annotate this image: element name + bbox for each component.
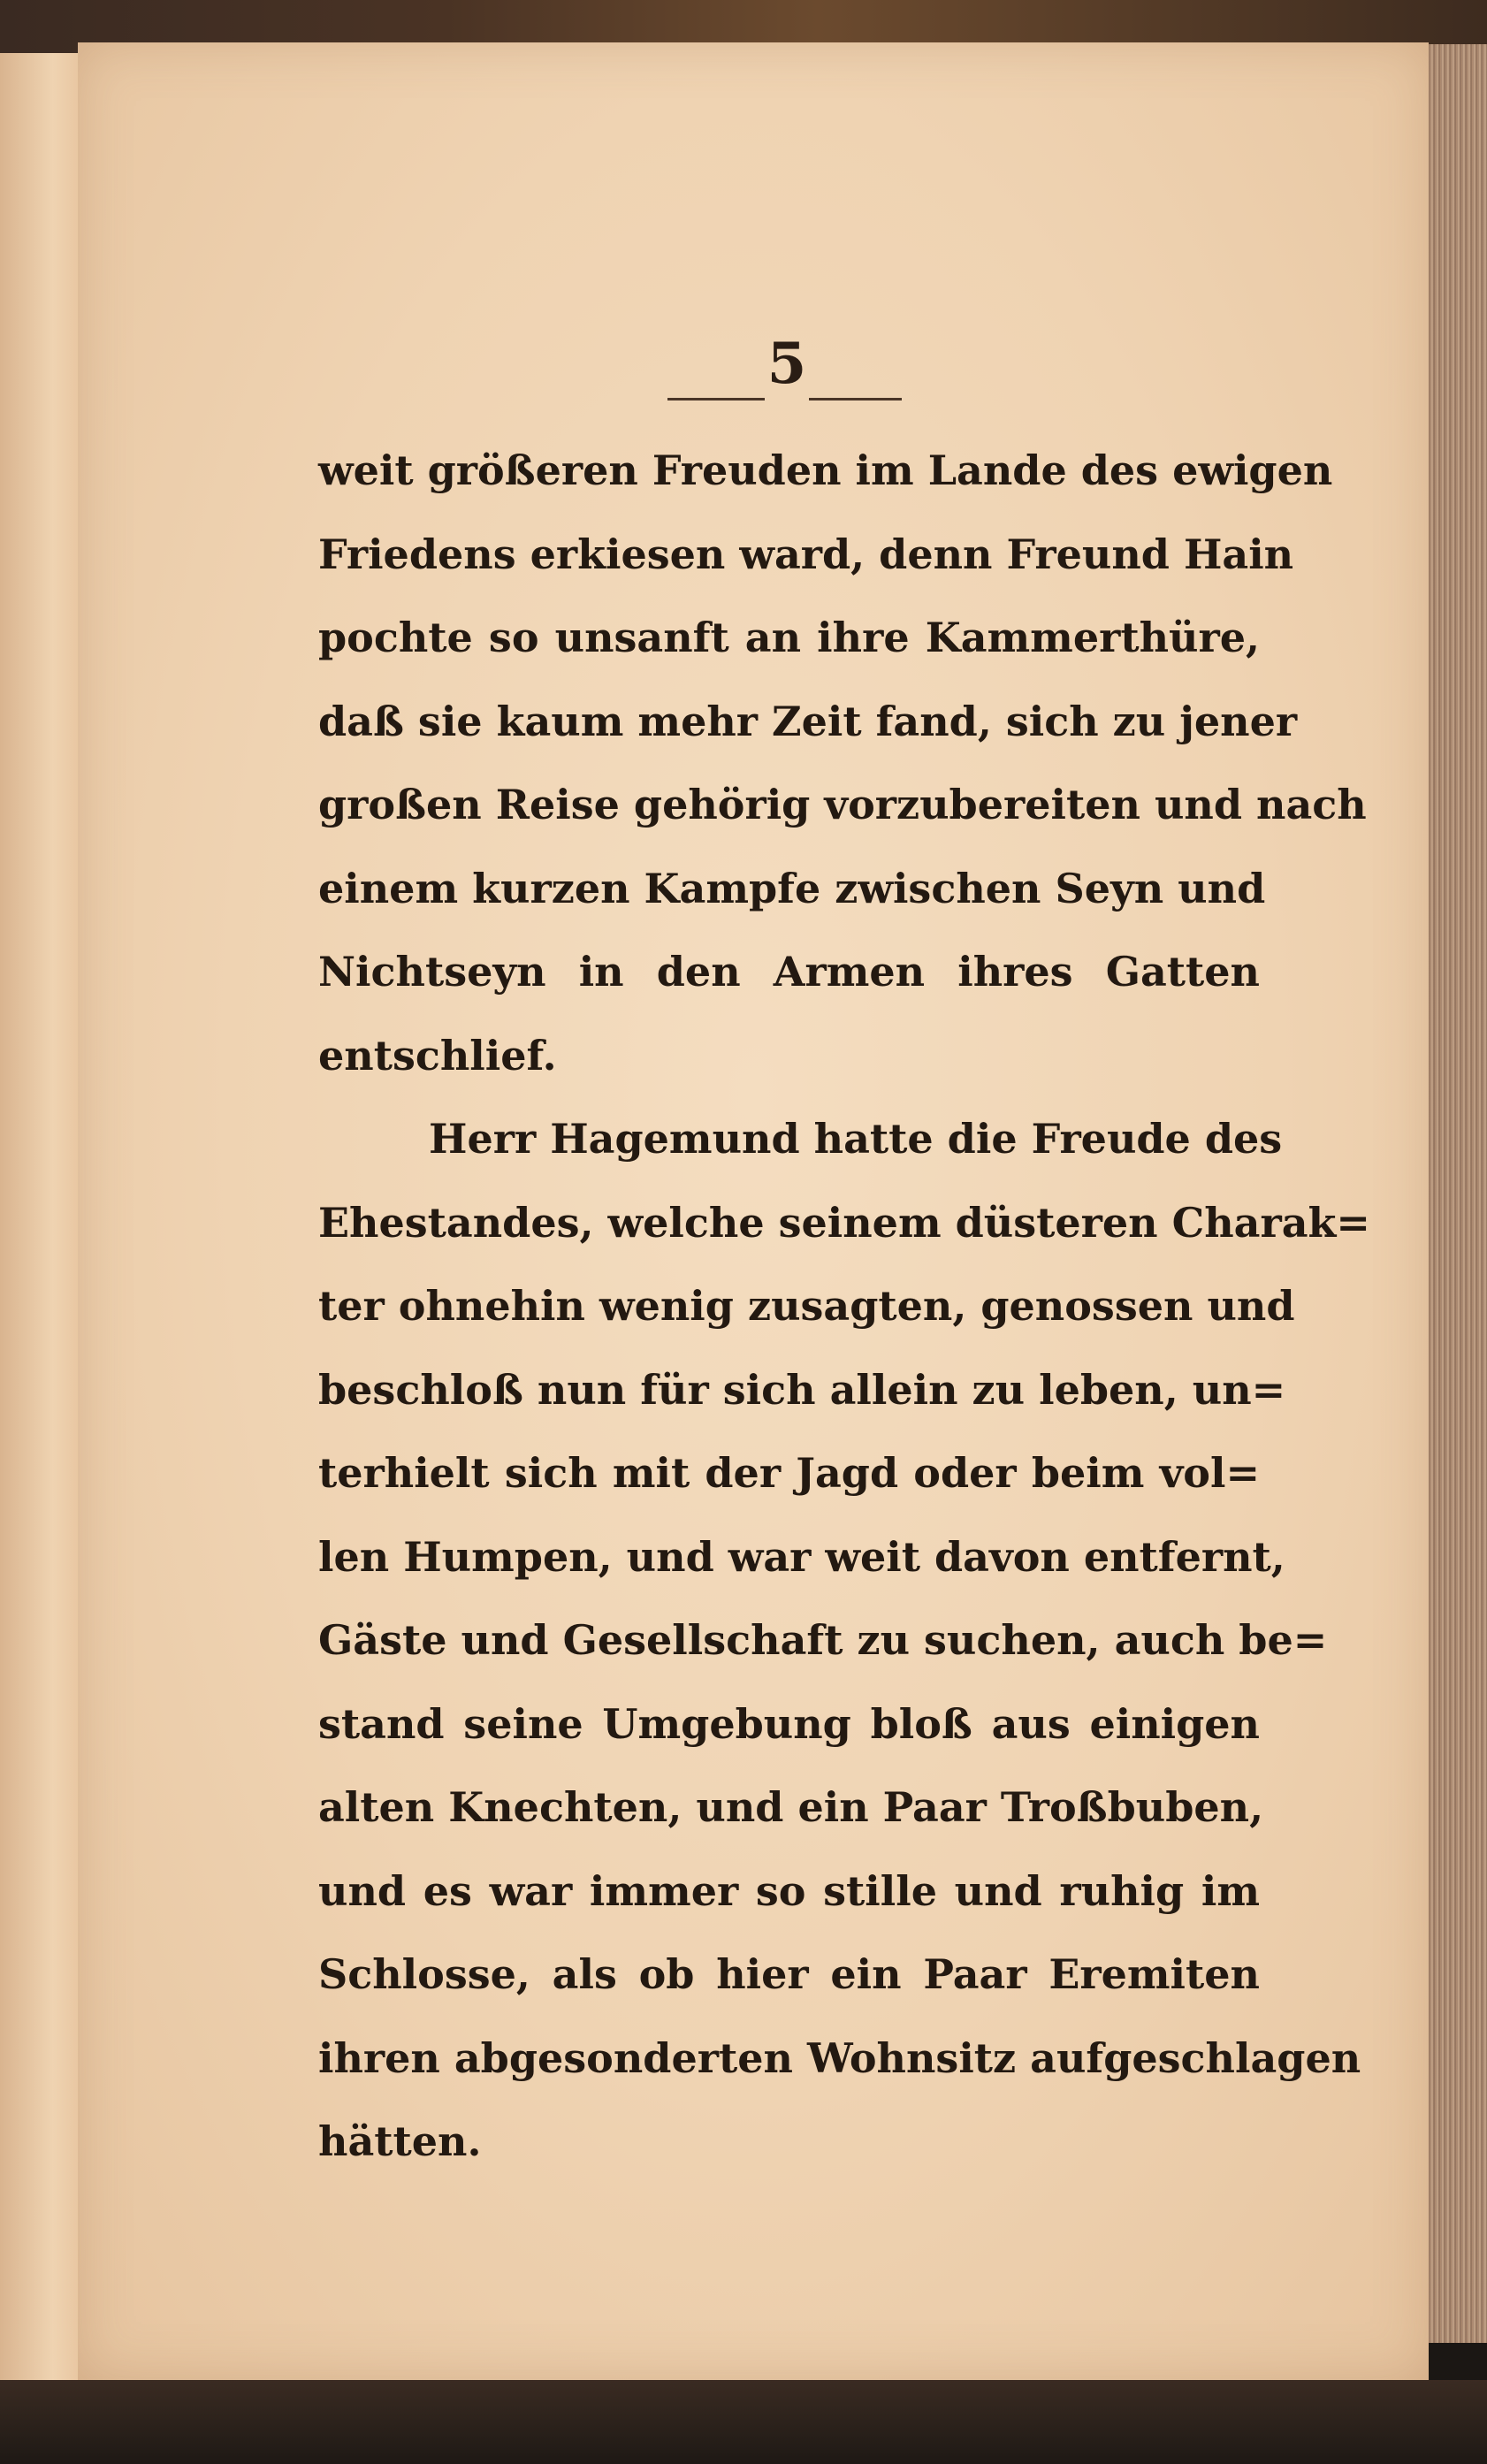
text-line: alten Knechten, und ein Paar Troßbuben, [318, 1783, 1264, 1831]
text-line: beschloß nun für sich allein zu leben, un= [318, 1365, 1286, 1414]
text-line: entschlief. [318, 1031, 557, 1079]
header-rule-right [809, 398, 902, 400]
text-line: Gäste und Gesellschaft zu suchen, auch be= [318, 1616, 1328, 1664]
header-rule-left [667, 398, 765, 400]
text-line: stand seine Umgebung bloß aus einigen [318, 1699, 1260, 1748]
text-line: pochte so unsanft an ihre Kammerthüre, [318, 614, 1260, 661]
text-line: einem kurzen Kampfe zwischen Seyn und [318, 864, 1266, 912]
page-number-header [663, 329, 911, 408]
text-line: Nichtseyn in den Armen ihres Gatten [318, 948, 1260, 996]
book-bottom-shadow [0, 2380, 1487, 2464]
body-text [318, 429, 1370, 2184]
text-line: ter ohnehin wenig zusagten, genossen und [318, 1282, 1295, 1330]
text-line: Herr Hagemund hatte die Freude des [429, 1115, 1283, 1163]
text-line: weit größeren Freuden im Lande des ewigen [318, 446, 1333, 494]
text-line: und es war immer so stille und ruhig im [318, 1866, 1260, 1915]
text-line: Schlosse, als ob hier ein Paar Eremiten [318, 1950, 1260, 1998]
text-line: ihren abgesonderten Wohnsitz aufgeschlagen [318, 2033, 1361, 2082]
text-line: Ehestandes, welche seinem düsteren Charak= [318, 1198, 1370, 1247]
text-line: terhielt sich mit der Jagd oder beim vol= [318, 1449, 1260, 1497]
text-line: großen Reise gehörig vorzubereiten und nach [318, 781, 1367, 828]
text-line: daß sie kaum mehr Zeit fand, sich zu jener [318, 697, 1298, 745]
text-line: len Humpen, und war weit davon entfernt, [318, 1532, 1285, 1581]
text-line: hätten. [318, 2117, 482, 2165]
text-line: Friedens erkiesen ward, denn Freund Hain [318, 530, 1294, 578]
page-number: 5 [766, 331, 807, 397]
page-stack-edges [1425, 44, 1487, 2343]
